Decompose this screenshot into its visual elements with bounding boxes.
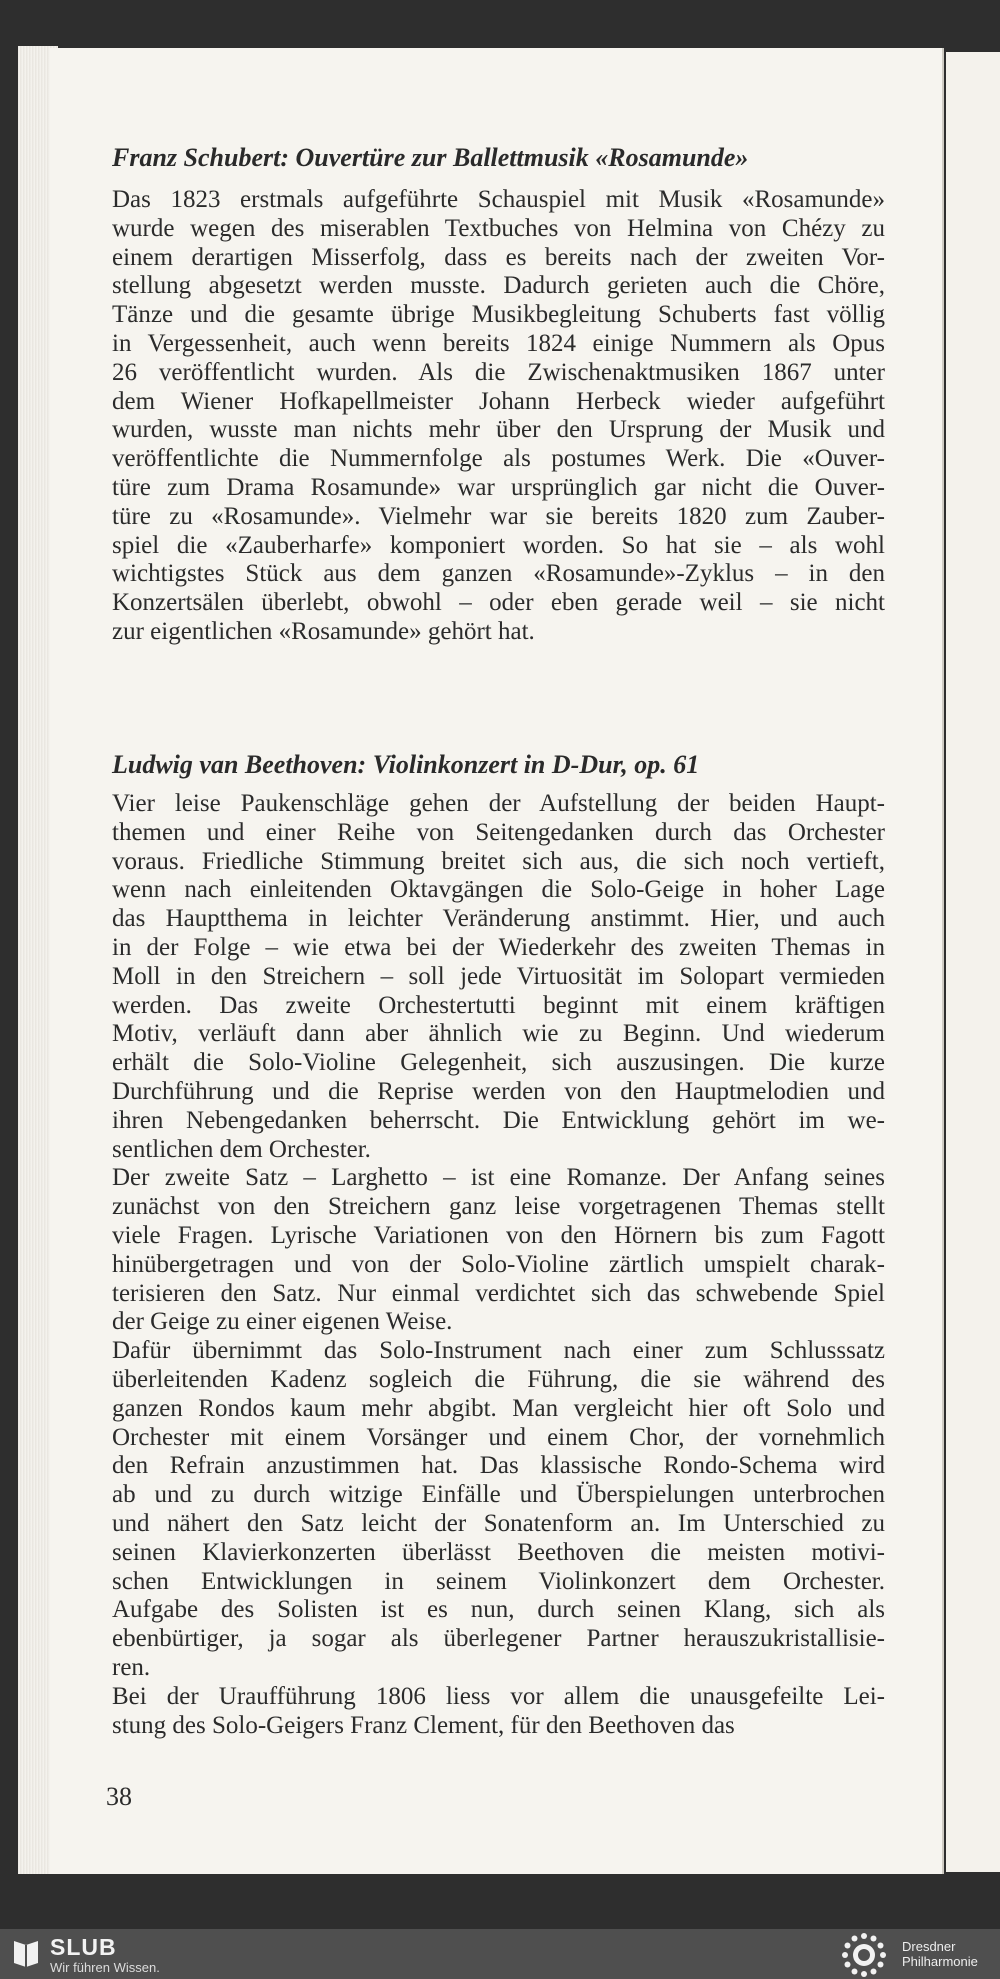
text-line: Vier leise Paukenschläge gehen der Aufstellung der beiden Haupt- bbox=[112, 790, 885, 817]
text-line: werden. Das zweite Orchestertutti beginnt mit einem kräftigen bbox=[112, 991, 885, 1019]
text-line: wichtigstes Stück aus dem ganzen «Rosamunde»-Zyklus – in den bbox=[112, 560, 885, 588]
text-line: Moll in den Streichern – soll jede Virtuosität im Solopart vermieden bbox=[112, 962, 885, 990]
text-line: Konzertsälen überlebt, obwohl – oder eben gerade weil – sie nicht bbox=[112, 589, 885, 617]
text-line: ebenbürtiger, ja sogar als überlegener Partner herauszukristallisie- bbox=[112, 1625, 885, 1653]
text-line: Aufgabe des Solisten ist es nun, durch seinen Klang, sich als bbox=[112, 1596, 885, 1624]
slub-name: SLUB bbox=[50, 1934, 117, 1960]
section-body-beethoven bbox=[112, 790, 885, 1740]
text-line: in Vergessenheit, auch wenn bereits 1824 einige Nummern als Opus bbox=[112, 329, 885, 357]
text-line: erhält die Solo-Violine Gelegenheit, sich auszusingen. Die kurze bbox=[112, 1049, 885, 1077]
text-line: schen Entwicklungen in seinem Violinkonzert dem Orchester. bbox=[112, 1567, 885, 1595]
text-line: Der zweite Satz – Larghetto – ist eine Romanze. Der Anfang seines bbox=[112, 1164, 885, 1192]
footer-bar bbox=[0, 1929, 1000, 1979]
text-line: türe zum Drama Rosamunde» war ursprünglich gar nicht die Ouver- bbox=[112, 473, 885, 501]
text-line: dem Wiener Hofkapellmeister Johann Herbeck wieder aufgeführt bbox=[112, 387, 885, 415]
section-heading-schubert: Franz Schubert: Ouvertüre zur Ballettmusik «Rosamunde» bbox=[112, 143, 749, 172]
text-line: ganzen Rondos kaum mehr abgibt. Man vergleicht hier oft Solo und bbox=[112, 1394, 885, 1422]
text-line: wurde wegen des miserablen Textbuches von Helmina von Chézy zu bbox=[112, 214, 885, 242]
text-line: ab und zu durch witzige Einfälle und Überspielungen unterbrochen bbox=[112, 1481, 885, 1509]
text-line: themen und einer Reihe von Seitengedanken durch das Orchester bbox=[112, 818, 885, 846]
text-line: wurden, wusste man nichts mehr über den Ursprung der Musik und bbox=[112, 416, 885, 444]
text-line: sentlichen dem Orchester. bbox=[112, 1135, 371, 1163]
text-line: hinübergetragen und von der Solo-Violine zärtlich umspielt charak- bbox=[112, 1250, 885, 1278]
text-line: terisieren den Satz. Nur einmal verdichtet sich das schwebende Spiel bbox=[112, 1279, 885, 1307]
facing-page-edge bbox=[946, 52, 1000, 1872]
text-line: seinen Klavierkonzerten überlässt Beethoven die meisten motivi- bbox=[112, 1538, 885, 1566]
text-line: Tänze und die gesamte übrige Musikbegleitung Schuberts fast völlig bbox=[112, 301, 885, 329]
text-line: Bei der Uraufführung 1806 liess vor allem die unausgefeilte Lei- bbox=[112, 1682, 885, 1710]
page-number: 38 bbox=[106, 1782, 132, 1811]
text-line: den Refrain anzustimmen hat. Das klassische Rondo-Schema wird bbox=[112, 1452, 885, 1480]
text-line: und nähert den Satz leicht der Sonatenform an. Im Unterschied zu bbox=[112, 1509, 885, 1537]
text-line: ren. bbox=[112, 1653, 151, 1681]
text-line: Durchführung und die Reprise werden von den Hauptmelodien und bbox=[112, 1077, 885, 1105]
text-line: der Geige zu einer eigenen Weise. bbox=[112, 1308, 453, 1336]
slub-tagline: Wir führen Wissen. bbox=[50, 1960, 160, 1975]
text-line: wenn nach einleitenden Oktavgängen die Solo-Geige in hoher Lage bbox=[112, 876, 885, 904]
text-line: einem derartigen Misserfolg, dass es bereits nach der zweiten Vor- bbox=[112, 243, 885, 271]
text-line: ihren Nebengedanken beherrscht. Die Entwicklung gehört im we- bbox=[112, 1106, 885, 1134]
text-line: Orchester mit einem Vorsänger und einem Chor, der vornehmlich bbox=[112, 1423, 885, 1451]
text-line: spiel die «Zauberharfe» komponiert worden. So hat sie – als wohl bbox=[112, 531, 885, 559]
section-heading-beethoven: Ludwig van Beethoven: Violinkonzert in D-Dur, op. 61 bbox=[112, 750, 700, 779]
section-body-schubert bbox=[112, 186, 885, 647]
slub-logo-icon bbox=[12, 1937, 40, 1967]
dresdner-philharmonie-logo-icon bbox=[842, 1933, 886, 1977]
text-line: Dafür übernimmt das Solo-Instrument nach einer zum Schlusssatz bbox=[112, 1337, 885, 1365]
text-line: zunächst von den Streichern ganz leise vorgetragenen Themas stellt bbox=[112, 1193, 885, 1221]
text-line: Motiv, verläuft dann aber ähnlich wie zu Beginn. Und wiederum bbox=[112, 1020, 885, 1048]
text-line: überleitenden Kadenz sogleich die Führung, die sie während des bbox=[112, 1365, 885, 1393]
text-line: voraus. Friedliche Stimmung breitet sich aus, die sich noch vertieft, bbox=[112, 847, 885, 875]
text-line: das Hauptthema in leichter Veränderung anstimmt. Hier, und auch bbox=[112, 905, 885, 933]
text-line: viele Fragen. Lyrische Variationen von den Hörnern bis zum Fagott bbox=[112, 1221, 885, 1249]
text-line: veröffentlichte die Nummernfolge als postumes Werk. Die «Ouver- bbox=[112, 445, 885, 473]
text-line: Das 1823 erstmals aufgeführte Schauspiel mit Musik «Rosamunde» bbox=[112, 186, 885, 213]
text-line: stung des Solo-Geigers Franz Clement, für den Beethoven das bbox=[112, 1711, 735, 1739]
dresdner-philharmonie-name: Dresdner Philharmonie bbox=[902, 1939, 978, 1969]
text-line: stellung abgesetzt werden musste. Dadurch gerieten auch die Chöre, bbox=[112, 272, 885, 300]
text-line: 26 veröffentlicht wurden. Als die Zwischenaktmusiken 1867 unter bbox=[112, 358, 885, 386]
text-line: in der Folge – wie etwa bei der Wiederkehr des zweiten Themas in bbox=[112, 933, 885, 961]
text-line: zur eigentlichen «Rosamunde» gehört hat. bbox=[112, 617, 535, 645]
text-line: türe zu «Rosamunde». Vielmehr war sie bereits 1820 zum Zauber- bbox=[112, 502, 885, 530]
